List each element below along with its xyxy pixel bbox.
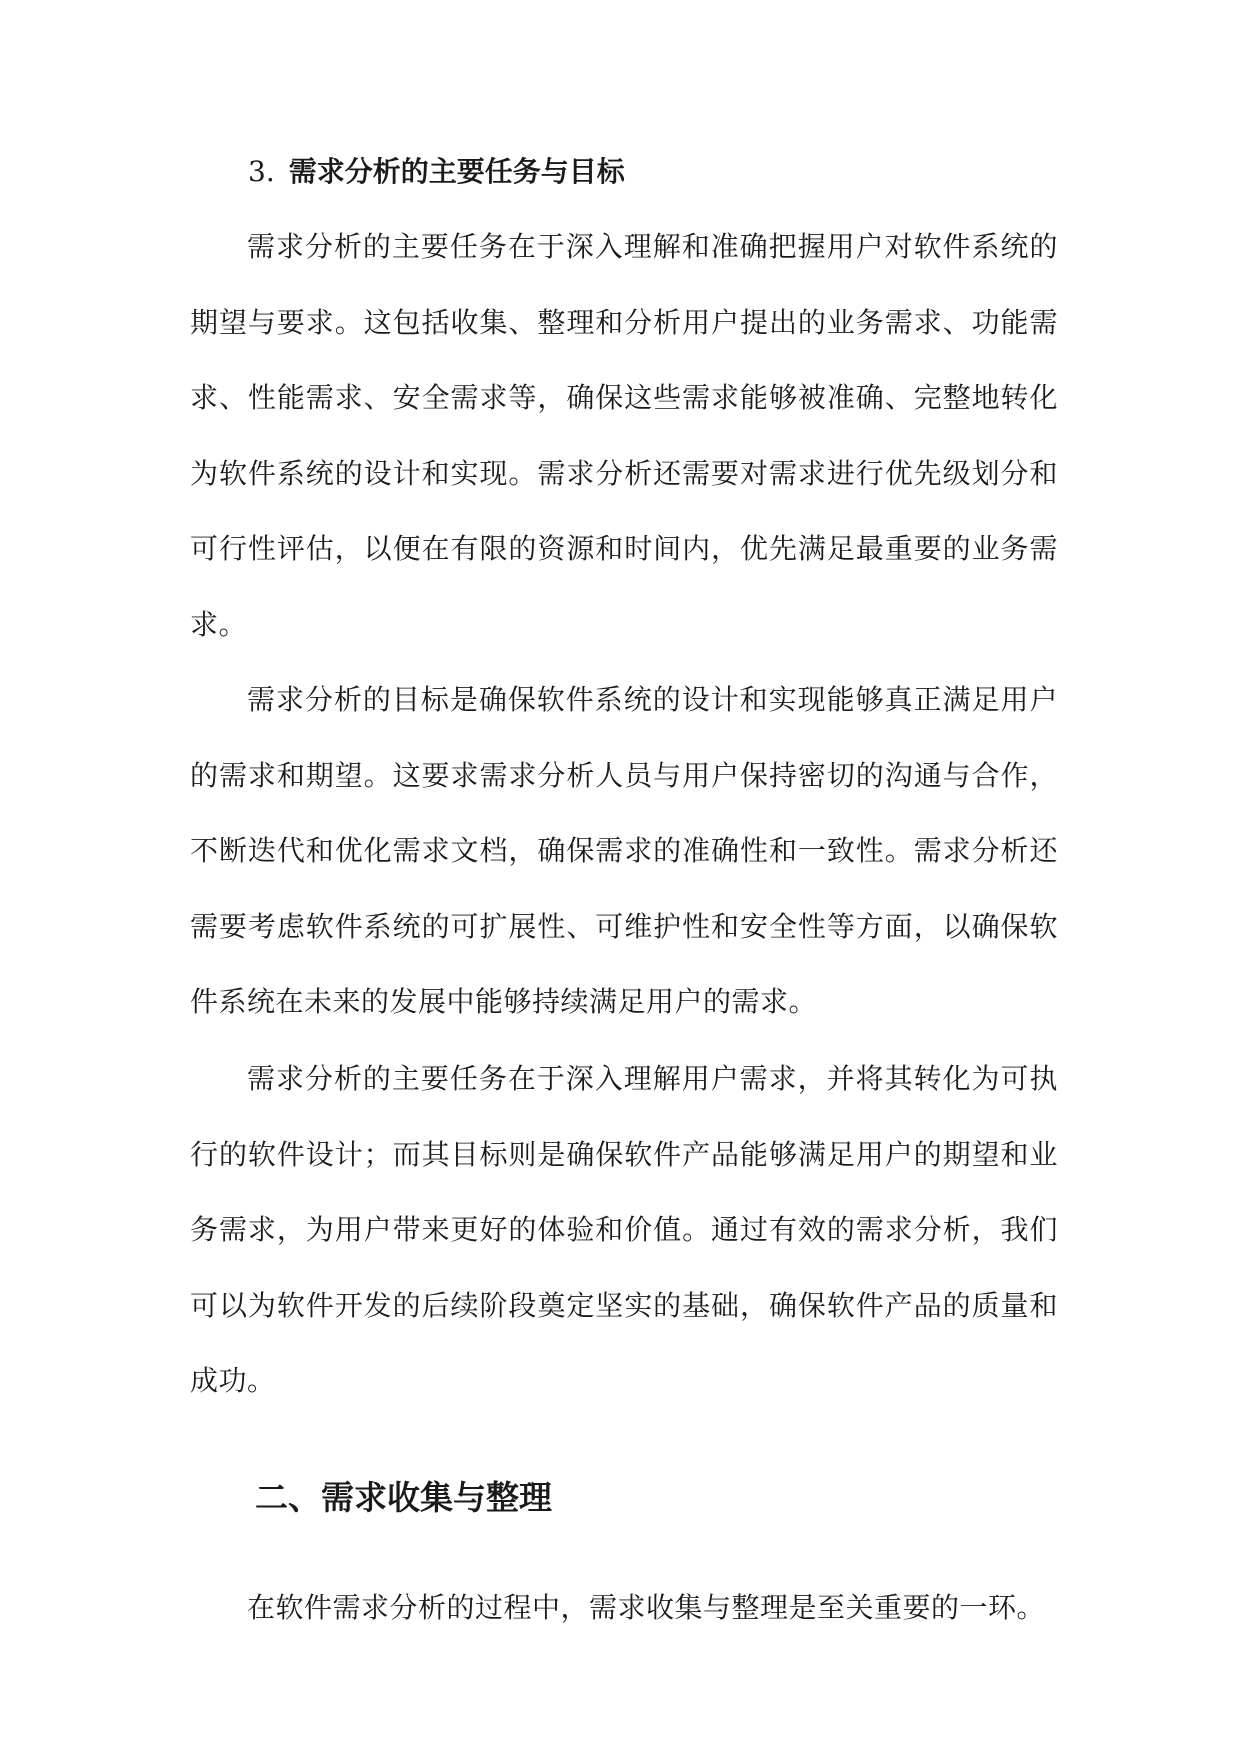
body-paragraph-collection: 在软件需求分析的过程中，需求收集与整理是至关重要的一环。 xyxy=(247,1591,1046,1624)
subsection-heading xyxy=(248,148,625,196)
subsection-number: 3. xyxy=(248,155,275,188)
body-paragraph-tasks: 需求分析的主要任务在于深入理解和准确把握用户对软件系统的期望与要求。这包括收集、整理和分析用户提出的业务需求、功能需求、性能需求、安全需求等，确保这些需求能够被准确、完整地转化为软件系统的设计和实现。需求分析还需要对需求进行优先级划分和可行性评估，以便在有限的资源和时间内，优先满足最重要的业务需求。 xyxy=(190,230,1058,641)
section-heading: 二、需求收集与整理 xyxy=(255,1478,552,1517)
body-paragraph-goals: 需求分析的目标是确保软件系统的设计和实现能够真正满足用户的需求和期望。这要求需求分析人员与用户保持密切的沟通与合作，不断迭代和优化需求文档，确保需求的准确性和一致性。需求分析还需要考虑软件系统的可扩展性、可维护性和安全性等方面，以确保软件系统在未来的发展中能够持续满足用户的需求。 xyxy=(190,683,1058,1018)
body-paragraph-summary: 需求分析的主要任务在于深入理解用户需求，并将其转化为可执行的软件设计；而其目标则是确保软件产品能够满足用户的期望和业务需求，为用户带来更好的体验和价值。通过有效的需求分析，我们可以为软件开发的后续阶段奠定坚实的基础，确保软件产品的质量和成功。 xyxy=(190,1062,1058,1397)
subsection-title: 需求分析的主要任务与目标 xyxy=(288,155,625,188)
